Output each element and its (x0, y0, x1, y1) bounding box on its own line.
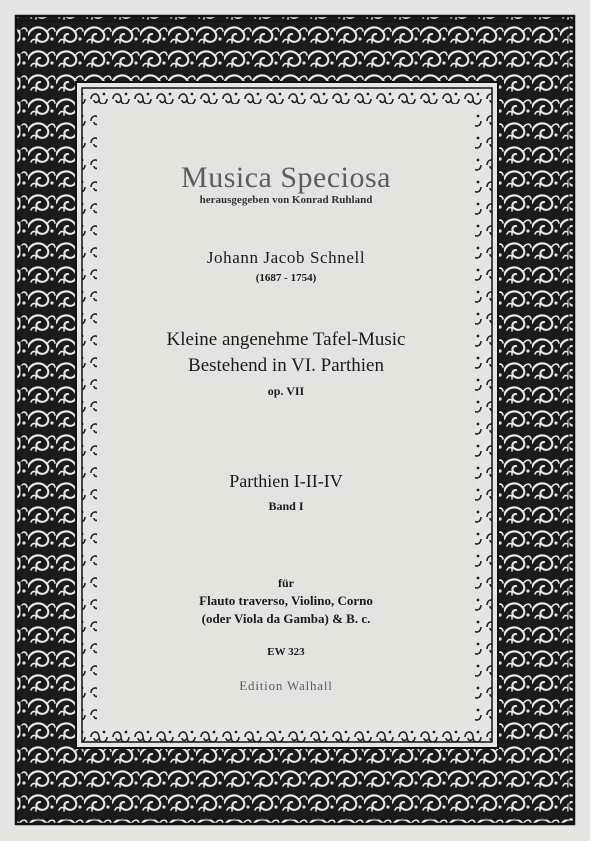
work-title-line2: Bestehend in VI. Parthien (188, 355, 384, 376)
publisher-name: Edition Walhall (239, 678, 333, 693)
catalog-number: EW 323 (267, 646, 305, 658)
composer-dates: (1687 - 1754) (255, 272, 317, 284)
series-editor: herausgegeben von Konrad Ruhland (199, 194, 373, 206)
instrumentation-prefix: für (278, 576, 294, 590)
instrumentation-line2: (oder Viola da Gamba) & B. c. (201, 611, 371, 626)
opus-number: op. VII (267, 384, 305, 398)
volume-label: Band I (268, 499, 304, 513)
composer-name: Johann Jacob Schnell (206, 248, 366, 267)
instrumentation-line1: Flauto traverso, Violino, Corno (199, 593, 373, 608)
parts-title: Parthien I-II-IV (229, 471, 343, 491)
series-title: Musica Speciosa (181, 161, 391, 194)
work-title-line1: Kleine angenehme Tafel-Music (166, 329, 406, 350)
